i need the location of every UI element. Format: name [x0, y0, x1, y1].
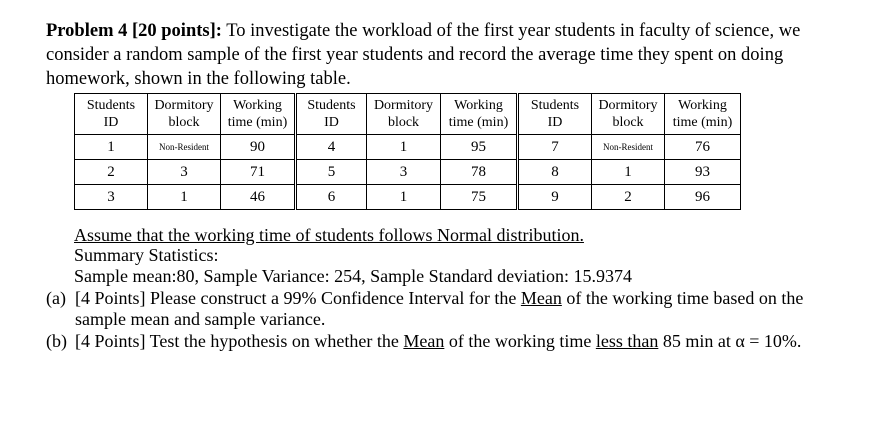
table-cell: 8 [518, 160, 592, 185]
header-dormitory-block-1: Dormitory block [148, 94, 221, 135]
normal-assumption: Assume that the working time of students follows Normal distribution. [74, 225, 584, 245]
header-dormitory-block-2: Dormitory block [367, 94, 441, 135]
table-cell: 96 [665, 185, 741, 210]
table-cell: 2 [592, 185, 665, 210]
table-cell: 46 [221, 185, 296, 210]
table-cell: 6 [296, 185, 367, 210]
table-cell: 90 [221, 135, 296, 160]
table-cell: 1 [367, 135, 441, 160]
part-a-text: [4 Points] Please construct a 99% Confidence Interval for the Mean of the working time based on the sample mean and sample variance. [75, 288, 804, 329]
table-cell: 93 [665, 160, 741, 185]
data-table [74, 93, 741, 210]
table-cell: 95 [441, 135, 518, 160]
table-cell: 9 [518, 185, 592, 210]
table-cell: 76 [665, 135, 741, 160]
part-b-text: [4 Points] Test the hypothesis on whether the Mean of the working time less than 85 min at α = 10%. [75, 331, 802, 351]
problem-statement [46, 19, 866, 91]
table-cell: 1 [148, 185, 221, 210]
table-cell: 75 [441, 185, 518, 210]
table-cell: 3 [75, 185, 148, 210]
table-header-row [75, 94, 741, 135]
table-cell: 7 [518, 135, 592, 160]
table-cell: 3 [148, 160, 221, 185]
table-cell: 78 [441, 160, 518, 185]
table-cell: Non-Resident [592, 135, 665, 160]
part-b-label: (b) [46, 331, 67, 351]
header-dormitory-block-3: Dormitory block [592, 94, 665, 135]
summary-values: Sample mean:80, Sample Variance: 254, Sample Standard deviation: 15.9374 [74, 266, 633, 286]
table-cell: 1 [75, 135, 148, 160]
header-working-time-1: Working time (min) [221, 94, 296, 135]
table-cell: 3 [367, 160, 441, 185]
table-row [75, 185, 741, 210]
summary-title: Summary Statistics: [74, 245, 219, 265]
header-students-id-3: Students ID [518, 94, 592, 135]
table-cell: Non-Resident [148, 135, 221, 160]
header-students-id-2: Students ID [296, 94, 367, 135]
table-cell: 1 [367, 185, 441, 210]
table-cell: 1 [592, 160, 665, 185]
header-working-time-3: Working time (min) [665, 94, 741, 135]
table-cell: 71 [221, 160, 296, 185]
header-students-id-1: Students ID [75, 94, 148, 135]
table-cell: 5 [296, 160, 367, 185]
table-row [75, 160, 741, 185]
table-cell: 4 [296, 135, 367, 160]
problem-intro: To investigate the workload of the first year students in faculty of science, we consider a random sample of the first year students and record the average time they spent on doing homework, shown in the following table. [46, 21, 801, 89]
table-row [75, 135, 741, 160]
problem-heading: Problem 4 [20 points]: [46, 21, 222, 41]
header-working-time-2: Working time (min) [441, 94, 518, 135]
table-cell: 2 [75, 160, 148, 185]
part-a-label: (a) [46, 288, 66, 308]
